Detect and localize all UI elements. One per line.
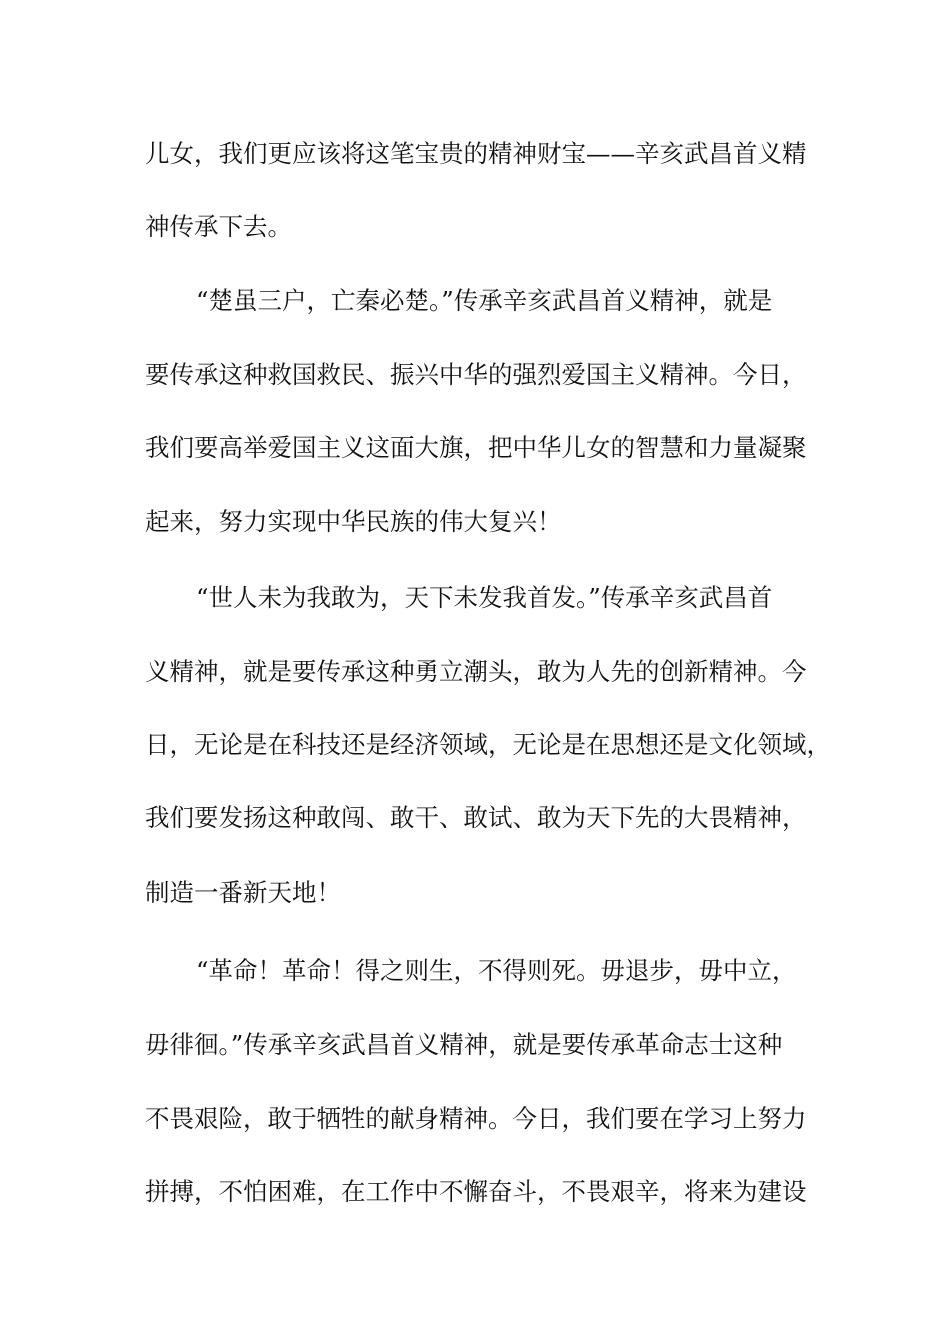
paragraph-2-line-2: 要传承这种救国救民、振兴中华的强烈爱国主义精神。今日， xyxy=(145,360,807,389)
paragraph-2-line-4: 起来，努力实现中华民族的伟大复兴！ xyxy=(145,507,562,536)
paragraph-3-line-4: 我们要发扬这种敢闯、敢干、敢试、敢为天下先的大畏精神， xyxy=(145,803,807,832)
text-line-1: 儿女，我们更应该将这笔宝贵的精神财宝——辛亥武昌首义精 xyxy=(145,139,807,168)
paragraph-3-line-5: 制造一番新天地！ xyxy=(145,878,341,907)
paragraph-2-line-3: 我们要高举爱国主义这面大旗，把中华儿女的智慧和力量凝聚 xyxy=(145,433,807,462)
paragraph-3-line-2: 义精神，就是要传承这种勇立潮头，敢为人先的创新精神。今 xyxy=(145,657,807,686)
paragraph-3-line-3: 日，无论是在科技还是经济领域，无论是在思想还是文化领域， xyxy=(145,730,831,759)
paragraph-4-line-2: 毋徘徊。”传承辛亥武昌首义精神，就是要传承革命志士这种 xyxy=(145,1030,783,1059)
paragraph-4-line-1: “革命！革命！得之则生，不得则死。毋退步，毋中立， xyxy=(196,956,797,985)
text-line-2: 神传承下去。 xyxy=(145,212,292,241)
paragraph-4-line-3: 不畏艰险，敢于牺牲的献身精神。今日，我们要在学习上努力 xyxy=(145,1104,807,1133)
paragraph-4-line-4: 拼搏，不怕困难，在工作中不懈奋斗，不畏艰辛，将来为建设 xyxy=(145,1177,807,1206)
paragraph-3-line-1: “世人未为我敢为，天下未发我首发。”传承辛亥武昌首 xyxy=(196,583,773,612)
paragraph-2-line-1: “楚虽三户，亡秦必楚。”传承辛亥武昌首义精神，就是 xyxy=(196,286,773,315)
